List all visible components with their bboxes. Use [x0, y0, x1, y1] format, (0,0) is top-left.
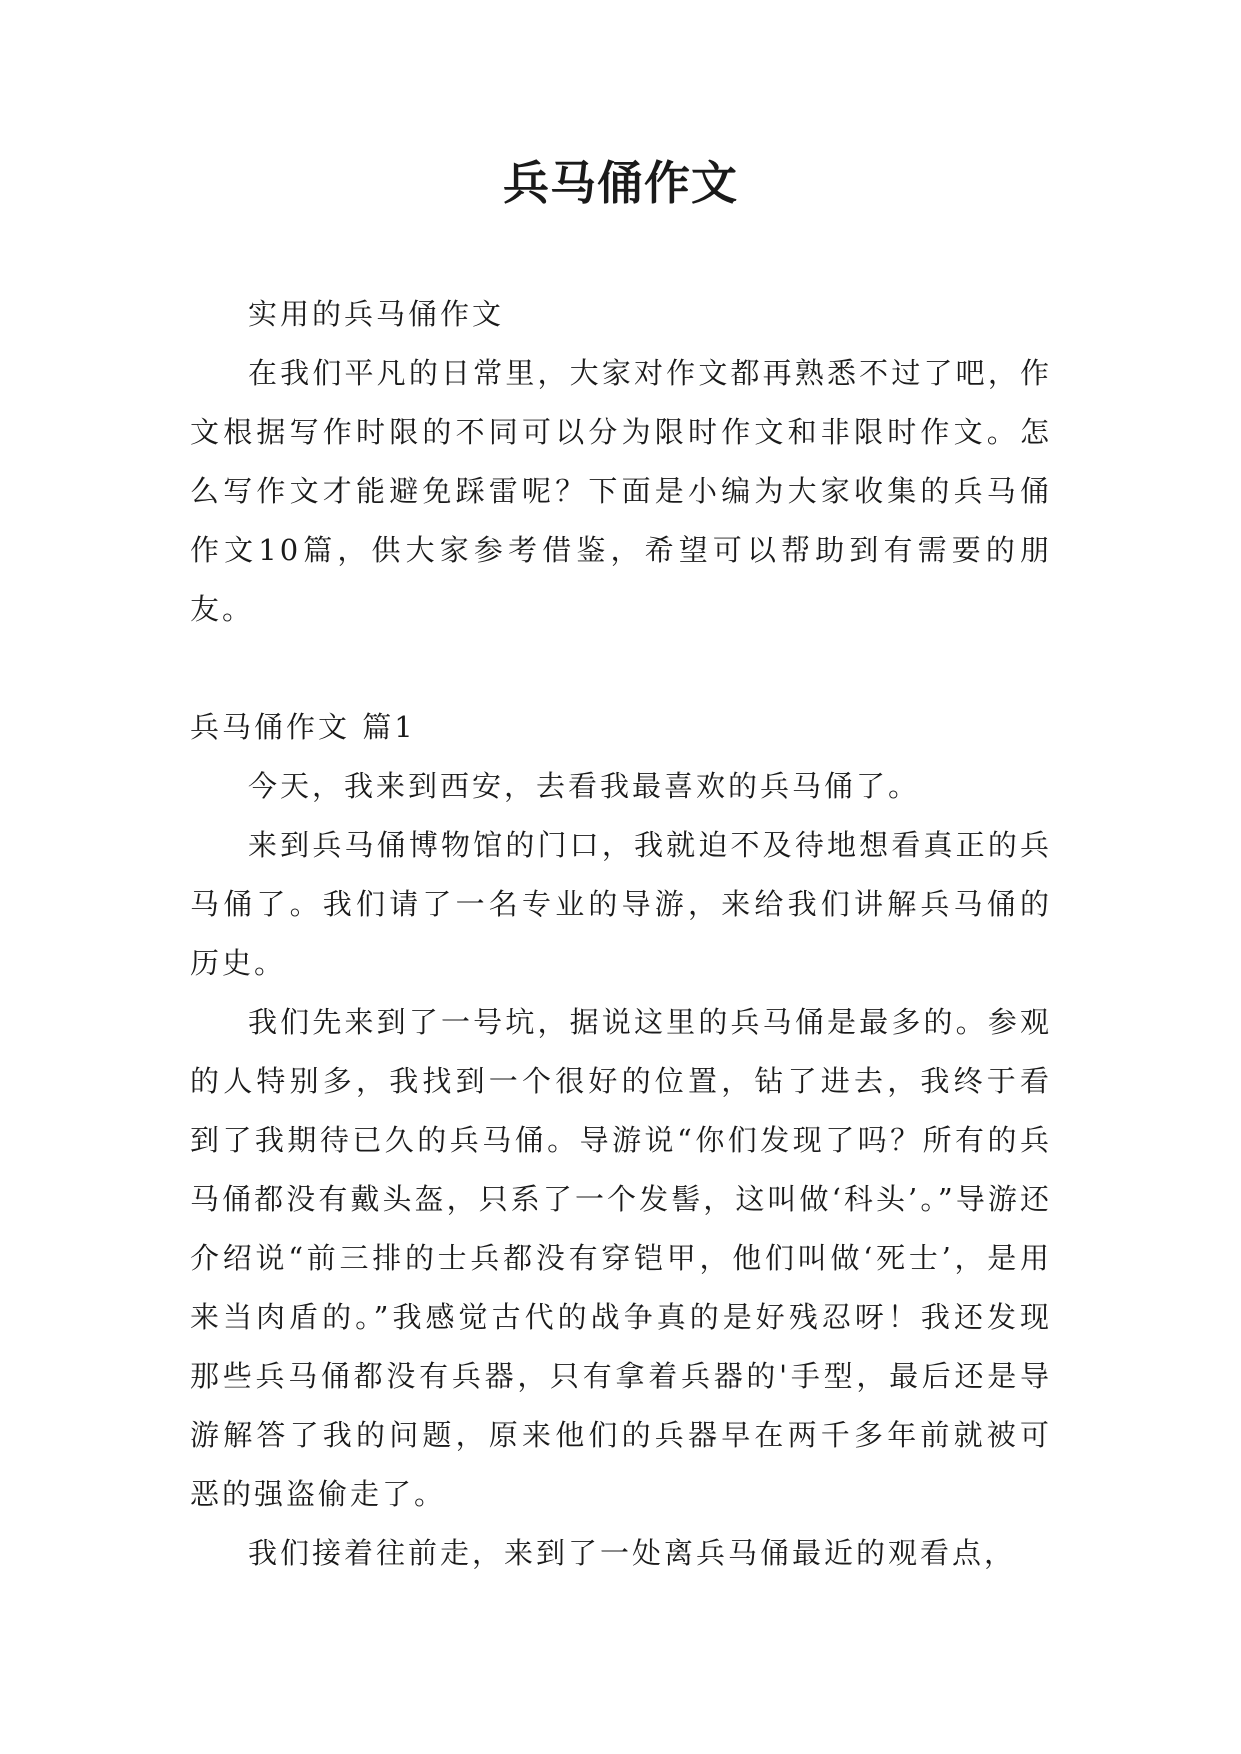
intro-heading: 实用的兵马俑作文	[248, 297, 505, 331]
intro-paragraph: 在我们平凡的日常里，大家对作文都再熟悉不过了吧，作文根据写作时限的不同可以分为限时作文和非限时作文。怎么写作文才能避免踩雷呢？下面是小编为大家收集的兵马俑作文10篇，供大家参考借鉴，希望可以帮助到有需要的朋友。	[190, 356, 1052, 626]
section-heading: 兵马俑作文 篇1	[190, 710, 416, 744]
document-title: 兵马俑作文	[503, 156, 738, 210]
paragraph: 来到兵马俑博物馆的门口，我就迫不及待地想看真正的兵马俑了。我们请了一名专业的导游，来给我们讲解兵马俑的历史。	[190, 828, 1052, 980]
paragraph: 今天，我来到西安，去看我最喜欢的兵马俑了。	[248, 769, 921, 803]
document-body	[190, 285, 1052, 1583]
paragraph: 我们接着往前走，来到了一处离兵马俑最近的观看点，	[248, 1536, 1017, 1570]
paragraph: 我们先来到了一号坑，据说这里的兵马俑是最多的。参观的人特别多，我找到一个很好的位置，钻了进去，我终于看到了我期待已久的兵马俑。导游说“你们发现了吗？所有的兵马俑都没有戴头盔，只系了一个发髻，这叫做‘科头’。”导游还介绍说“前三排的士兵都没有穿铠甲，他们叫做‘死士’，是用来当肉盾的。”我感觉古代的战争真的是好残忍呀！我还发现那些兵马俑都没有兵器，只有拿着兵器的'手型，最后还是导游解答了我的问题，原来他们的兵器早在两千多年前就被可恶的强盗偷走了。	[190, 1005, 1052, 1511]
